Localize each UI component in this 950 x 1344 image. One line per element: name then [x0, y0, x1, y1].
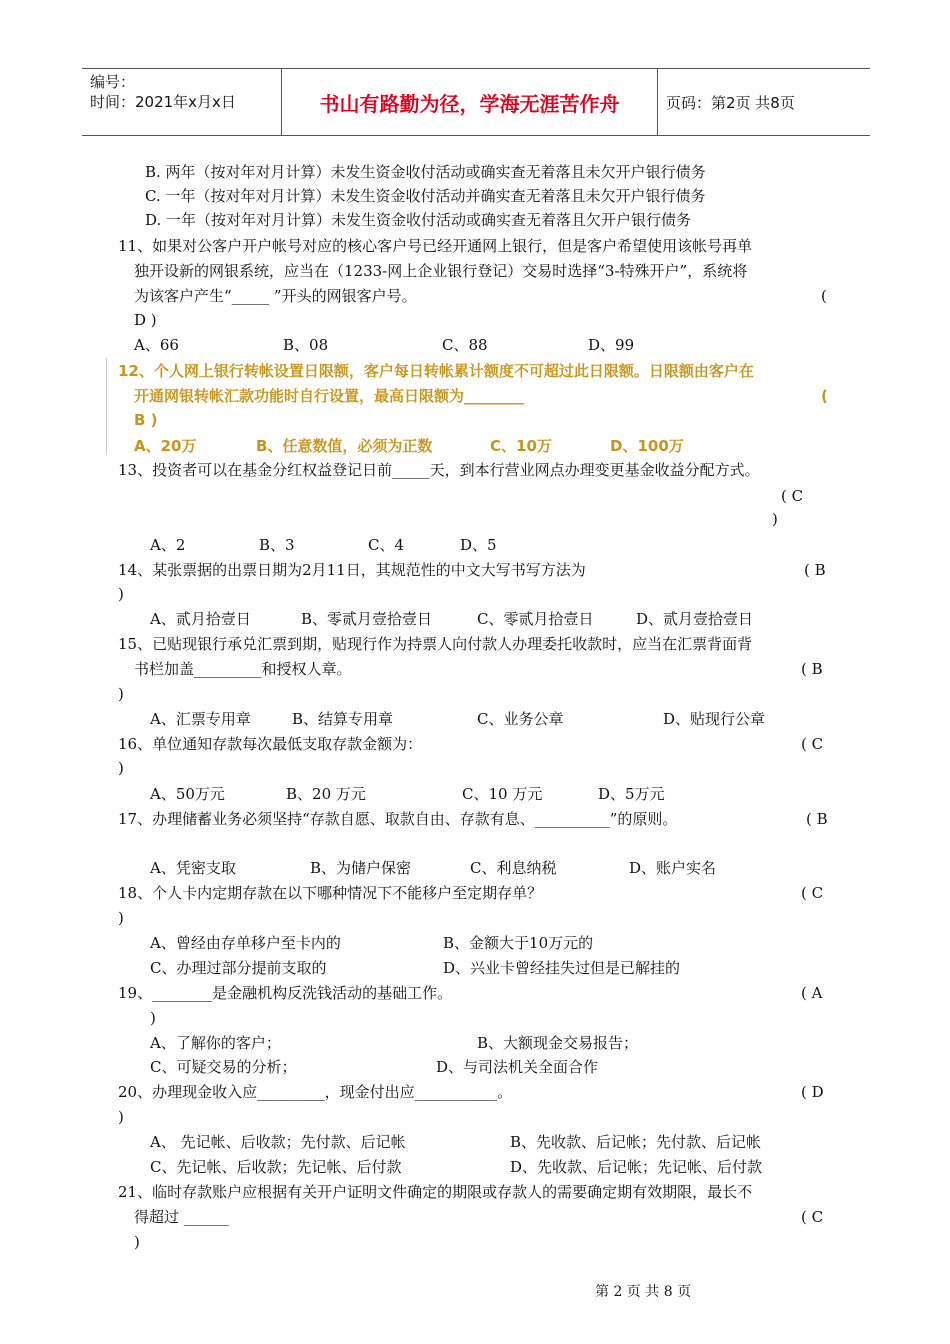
option: D、5万元: [598, 785, 665, 803]
change-bar: [106, 358, 107, 454]
option: B、结算专用章: [292, 710, 394, 728]
option: C、4: [368, 536, 405, 554]
answer-bracket: B ): [134, 411, 158, 429]
option: B、先收款、后记帐；先付款、后记帐: [510, 1133, 762, 1151]
answer-bracket: ( C: [801, 1208, 824, 1226]
answer-bracket: ): [772, 510, 778, 528]
option: A、了解你的客户；: [150, 1034, 281, 1052]
option: B、大额现金交易报告；: [477, 1034, 639, 1052]
answer-bracket: ): [118, 759, 124, 777]
text-line: 为该客户产生“_____ ”开头的网银客户号。: [134, 287, 417, 305]
answer-bracket: ): [118, 909, 124, 927]
option: D、贰月壹拾壹日: [636, 610, 754, 628]
option: A、20万: [134, 437, 197, 455]
text-line: 开通网银转帐汇款功能时自行设置，最高日限额为________: [134, 387, 525, 405]
answer-bracket: ): [118, 1108, 124, 1126]
text-line: 得超过 ______: [134, 1208, 229, 1226]
answer-bracket: ( C: [781, 487, 804, 505]
option: B、为储户保密: [310, 859, 412, 877]
answer-bracket: (: [821, 387, 828, 405]
option: C、业务公章: [477, 710, 564, 728]
answer-bracket: ( C: [801, 884, 824, 902]
text-line: C. 一年（按对年对月计算）未发生资金收付活动并确实查无着落且未欠开户银行债务: [145, 187, 706, 205]
option: D、99: [588, 336, 635, 354]
option: D、100万: [610, 437, 684, 455]
question-17: 17、办理储蓄业务必须坚持“存款自愿、取款自由、存款有息、__________”的原则。: [118, 810, 678, 828]
option: B、08: [283, 336, 329, 354]
answer-bracket: ( A: [801, 984, 823, 1002]
option: D、账户实名: [629, 859, 717, 877]
option: C、先记帐、后收款；先记帐、后付款: [150, 1158, 402, 1176]
question-14: 14、某张票据的出票日期为2月11日，其规范性的中文大写书写方法为: [118, 561, 586, 579]
question-18: 18、个人卡内定期存款在以下哪种情况下不能移户至定期存单？: [118, 884, 543, 902]
answer-bracket: ( C: [801, 735, 824, 753]
text-line: D. 一年（按对年对月计算）未发生资金收付活动或确实查无着落且欠开户银行债务: [145, 211, 692, 229]
option: B、3: [259, 536, 295, 554]
option: D、先收款、后记帐；先记帐、后付款: [510, 1158, 763, 1176]
option: C、利息纳税: [470, 859, 557, 877]
option: B、20 万元: [286, 785, 366, 803]
text-line: 书栏加盖_________和授权人章。: [134, 660, 352, 678]
option: A、2: [150, 536, 186, 554]
header-meta: [82, 69, 282, 135]
option: B、零贰月壹拾壹日: [301, 610, 433, 628]
answer-bracket: ): [118, 585, 124, 603]
option: C、办理过部分提前支取的: [150, 959, 327, 977]
answer-bracket: (: [821, 287, 827, 305]
option: A、汇票专用章: [150, 710, 251, 728]
question-15: 15、已贴现银行承兑汇票到期，贴现行作为持票人向付款人办理委托收款时，应当在汇票背面背: [118, 635, 753, 653]
time-label: 时间：2021年x月x日: [90, 93, 236, 111]
question-13: 13、投资者可以在基金分红权益登记日前_____天，到本行营业网点办理变更基金收益分配方式。: [118, 461, 760, 479]
answer-bracket: ( B: [801, 660, 823, 678]
text-line: 独开设新的网银系统，应当在（1233-网上企业银行登记）交易时选择“3-特殊开户”，系统将: [134, 262, 748, 280]
option: B、任意数值，必须为正数: [256, 437, 433, 455]
option: C、零贰月拾壹日: [477, 610, 594, 628]
answer-bracket: ( B: [806, 810, 828, 828]
option: B、金额大于10万元的: [443, 934, 594, 952]
code-label: 编号：: [90, 73, 136, 91]
header-page-info: 页码：第2页 共8页: [666, 93, 795, 112]
option: D、与司法机关全面合作: [436, 1058, 599, 1076]
option: C、88: [442, 336, 488, 354]
answer-bracket: D ): [134, 311, 157, 329]
text-line: B. 两年（按对年对月计算）未发生资金收付活动或确实查无着落且未欠开户银行债务: [145, 163, 706, 181]
answer-bracket: ): [134, 1233, 140, 1251]
option: A、贰月拾壹日: [150, 610, 251, 628]
answer-bracket: ( D: [801, 1083, 824, 1101]
option: A、曾经由存单移户至卡内的: [150, 934, 341, 952]
option: A、50万元: [150, 785, 225, 803]
question-11: 11、如果对公客户开户帐号对应的核心客户号已经开通网上银行，但是客户希望使用该帐号再单: [118, 237, 753, 255]
option: C、可疑交易的分析；: [150, 1058, 297, 1076]
question-20: 20、办理现金收入应_________，现金付出应___________。: [118, 1083, 513, 1101]
header-motto: 书山有路勤为径，学海无涯苦作舟: [282, 69, 658, 135]
question-12: 12、个人网上银行转帐设置日限额，客户每日转帐累计额度不可超过此日限额。日限额由客户在: [118, 362, 754, 380]
option: D、5: [460, 536, 497, 554]
option: C、10万: [490, 437, 552, 455]
question-21: 21、临时存款账户应根据有关开户证明文件确定的期限或存款人的需要确定期有效期限，最长不: [118, 1183, 753, 1201]
question-19: 19、________是金融机构反洗钱活动的基础工作。: [118, 984, 453, 1002]
option: A、 先记帐、后收款；先付款、后记帐: [150, 1133, 406, 1151]
question-16: 16、单位通知存款每次最低支取存款金额为：: [118, 735, 423, 753]
option: A、凭密支取: [150, 859, 236, 877]
option: D、兴业卡曾经挂失过但是已解挂的: [443, 959, 681, 977]
option: C、10 万元: [462, 785, 543, 803]
option: A、66: [134, 336, 179, 354]
option: D、贴现行公章: [663, 710, 766, 728]
page-footer: 第 2 页 共 8 页: [595, 1284, 692, 1300]
answer-bracket: ): [150, 1009, 156, 1027]
answer-bracket: ): [118, 685, 124, 703]
answer-bracket: ( B: [804, 561, 826, 579]
page-header: [82, 68, 870, 136]
